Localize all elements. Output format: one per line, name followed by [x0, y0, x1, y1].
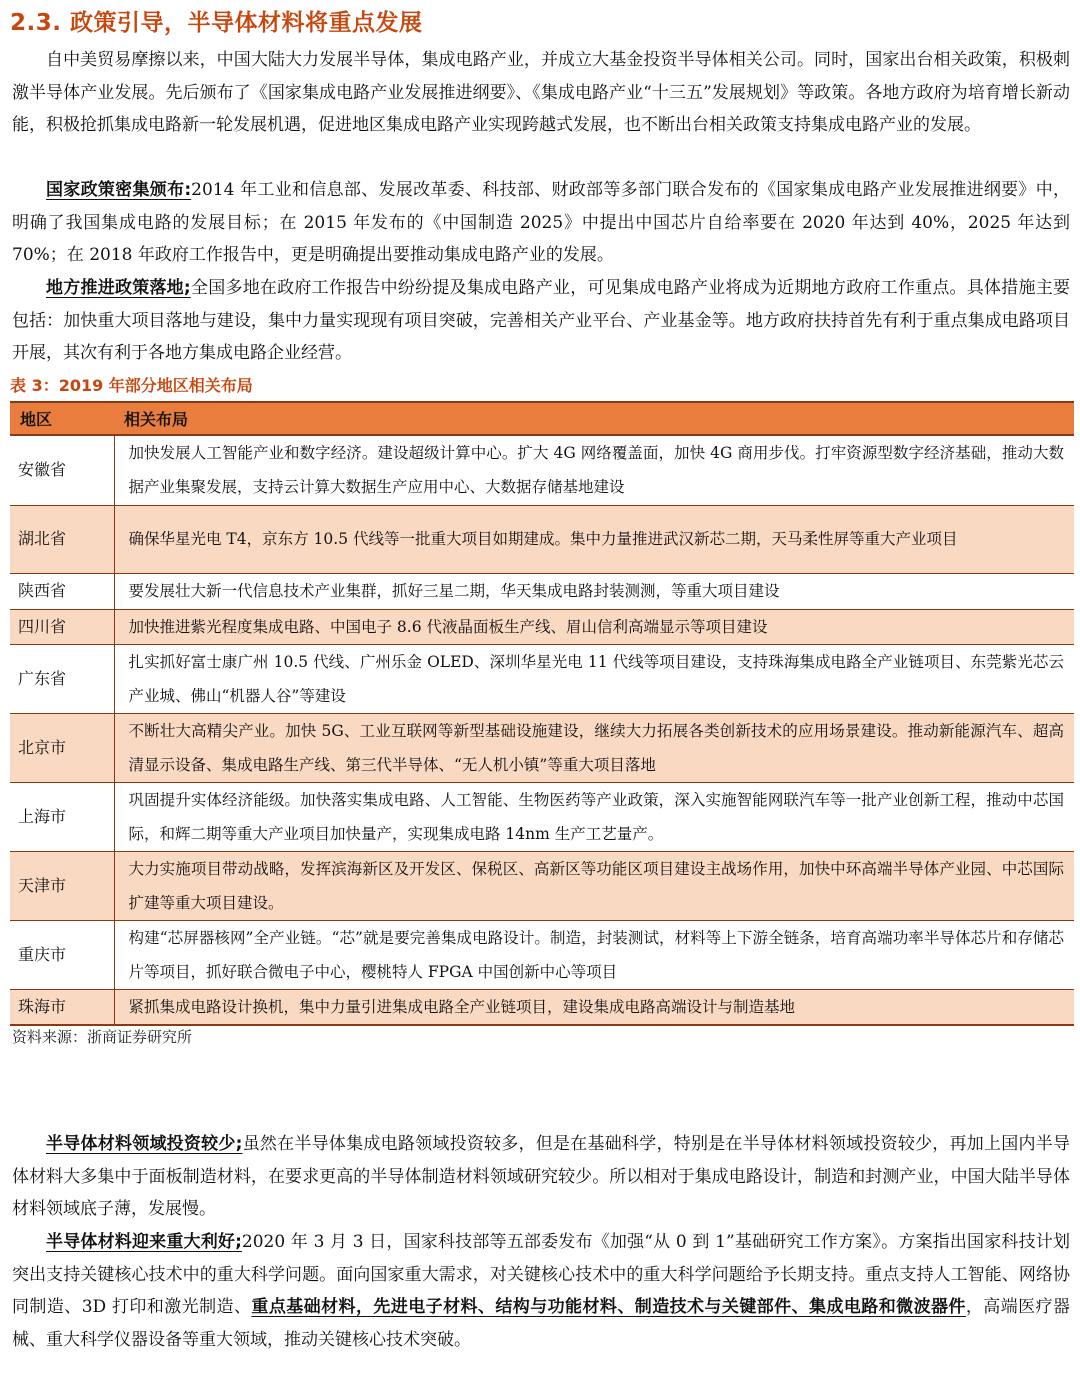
investment-heading: 半导体材料领域投资较少;	[46, 1134, 243, 1154]
local-policy-heading: 地方推进政策落地;	[46, 278, 191, 298]
layout-cell: 加快推进紫光程度集成电路、中国电子 8.6 代液晶面板生产线、眉山信利高端显示等项目建设	[114, 609, 1074, 644]
header-layout: 相关布局	[114, 402, 1074, 435]
layout-cell: 扎实抓好富士康广州 10.5 代线、广州乐金 OLED、深圳华星光电 11 代线等项目建设，支持珠海集成电路全产业链项目、东莞紫光芯云产业城、佛山“机器人谷”等建设	[114, 644, 1074, 713]
header-region: 地区	[10, 402, 114, 435]
region-cell: 重庆市	[10, 920, 114, 989]
table-row	[10, 609, 1074, 644]
benefit-text-1: 2020 年 3 月 3 日，国家科技部等五部委发布《加强“从 0 到 1”基础研究工作方案》。方案指出国家科技计划突出支持关键核心技术中的重大科学问题。面向国家重大需求，对关键核心技术中的重大科学问题给予长期支持。重点支持人工智能、网络协同制造、3D 打印和激光制造、	[12, 1232, 1070, 1317]
intro-paragraph	[12, 44, 1070, 142]
table-header-row	[10, 402, 1074, 435]
layout-cell: 加快发展人工智能产业和数字经济。建设超级计算中心。扩大 4G 网络覆盖面，加快 4G 商用步伐。打牢资源型数字经济基础，推动大数据产业集聚发展，支持云计算大数据生产应用中心、大数据存储基地建设	[114, 435, 1074, 505]
national-policy-text: 2014 年工业和信息部、发展改革委、科技部、财政部等多部门联合发布的《国家集成电路产业发展推进纲要》中，明确了我国集成电路的发展目标；在 2015 年发布的《中国制造 2025》中提出中国芯片自给率要在 2020 年达到 40%，2025 年达到 70%；在 2018 年政府工作报告中，更是明确提出要推动集成电路产业的发展。	[12, 180, 1070, 265]
table-source: 资料来源：浙商证券研究所	[12, 1028, 193, 1046]
benefit-paragraph	[12, 1226, 1070, 1356]
regional-layout-table	[10, 401, 1074, 1026]
layout-cell: 要发展壮大新一代信息技术产业集群，抓好三星二期，华天集成电路封装测测，等重大项目建设	[114, 573, 1074, 609]
table-row	[10, 435, 1074, 505]
region-cell: 广东省	[10, 644, 114, 713]
table-caption: 表 3：2019 年部分地区相关布局	[10, 376, 253, 395]
region-cell: 珠海市	[10, 989, 114, 1025]
section-title: 2.3. 政策引导，半导体材料将重点发展	[10, 10, 423, 36]
layout-cell: 不断壮大高精尖产业。加快 5G、工业互联网等新型基础设施建设，继续大力拓展各类创新技术的应用场景建设。推动新能源汽车、超高清显示设备、集成电路生产线、第三代半导体、“无人机小镇”等重大项目落地	[114, 713, 1074, 782]
investment-text: 虽然在半导体集成电路领域投资较多，但是在基础科学，特别是在半导体材料领域投资较少，再加上国内半导体材料大多集中于面板制造材料，在要求更高的半导体制造材料领域研究较少。所以相对于集成电路设计，制造和封测产业，中国大陆半导体材料领域底子薄，发展慢。	[12, 1134, 1070, 1219]
table-row	[10, 713, 1074, 782]
layout-cell: 紧抓集成电路设计换机，集中力量引进集成电路全产业链项目，建设集成电路高端设计与制造基地	[114, 989, 1074, 1025]
table-row	[10, 644, 1074, 713]
benefit-heading: 半导体材料迎来重大利好;	[46, 1232, 242, 1252]
national-policy-heading: 国家政策密集颁布:	[46, 180, 192, 200]
local-policy-paragraph	[12, 272, 1070, 370]
table-row	[10, 851, 1074, 920]
region-cell: 陕西省	[10, 573, 114, 609]
investment-paragraph	[12, 1128, 1070, 1226]
region-cell: 湖北省	[10, 505, 114, 573]
intro-text: 自中美贸易摩擦以来，中国大陆大力发展半导体，集成电路产业，并成立大基金投资半导体相关公司。同时，国家出台相关政策，积极刺激半导体产业发展。先后颁布了《国家集成电路产业发展推进纲要》、《集成电路产业“十三五”发展规划》等政策。各地方政府为培育增长新动能，积极抢抓集成电路新一轮发展机遇，促进地区集成电路产业实现跨越式发展，也不断出台相关政策支持集成电路产业的发展。	[12, 50, 1070, 135]
table-row	[10, 505, 1074, 573]
layout-cell: 大力实施项目带动战略，发挥滨海新区及开发区、保税区、高新区等功能区项目建设主战场作用，加快中环高端半导体产业园、中芯国际扩建等重大项目建设。	[114, 851, 1074, 920]
layout-cell: 构建“芯屏器核网”全产业链。“芯”就是要完善集成电路设计。制造，封装测试，材料等上下游全链条，培育高端功率半导体芯片和存储芯片等项目，抓好联合微电子中心，樱桃特人 FPGA 中国创新中心等项目	[114, 920, 1074, 989]
region-cell: 安徽省	[10, 435, 114, 505]
benefit-text-2: ，高端医疗器械、重大科学仪器设备等重大领域，推动关键核心技术突破。	[12, 1297, 1070, 1350]
table-row	[10, 920, 1074, 989]
layout-cell: 巩固提升实体经济能级。加快落实集成电路、人工智能、生物医药等产业政策，深入实施智能网联汽车等一批产业创新工程，推动中芯国际，和辉二期等重大产业项目加快量产，实现集成电路 14nm 生产工艺量产。	[114, 782, 1074, 851]
layout-cell: 确保华星光电 T4，京东方 10.5 代线等一批重大项目如期建成。集中力量推进武汉新芯二期，天马柔性屏等重大产业项目	[114, 505, 1074, 573]
table-row	[10, 989, 1074, 1025]
region-cell: 四川省	[10, 609, 114, 644]
table-row	[10, 782, 1074, 851]
local-policy-text: 全国多地在政府工作报告中纷纷提及集成电路产业，可见集成电路产业将成为近期地方政府工作重点。具体措施主要包括：加快重大项目落地与建设，集中力量实现现有项目突破，完善相关产业平台、产业基金等。地方政府扶持首先有利于重点集成电路项目开展，其次有利于各地方集成电路企业经营。	[12, 278, 1070, 363]
table-row	[10, 573, 1074, 609]
national-policy-paragraph	[12, 174, 1070, 272]
region-cell: 上海市	[10, 782, 114, 851]
region-cell: 北京市	[10, 713, 114, 782]
region-cell: 天津市	[10, 851, 114, 920]
benefit-emphasis: 重点基础材料，先进电子材料、结构与功能材料、制造技术与关键部件、集成电路和微波器件	[251, 1297, 966, 1317]
